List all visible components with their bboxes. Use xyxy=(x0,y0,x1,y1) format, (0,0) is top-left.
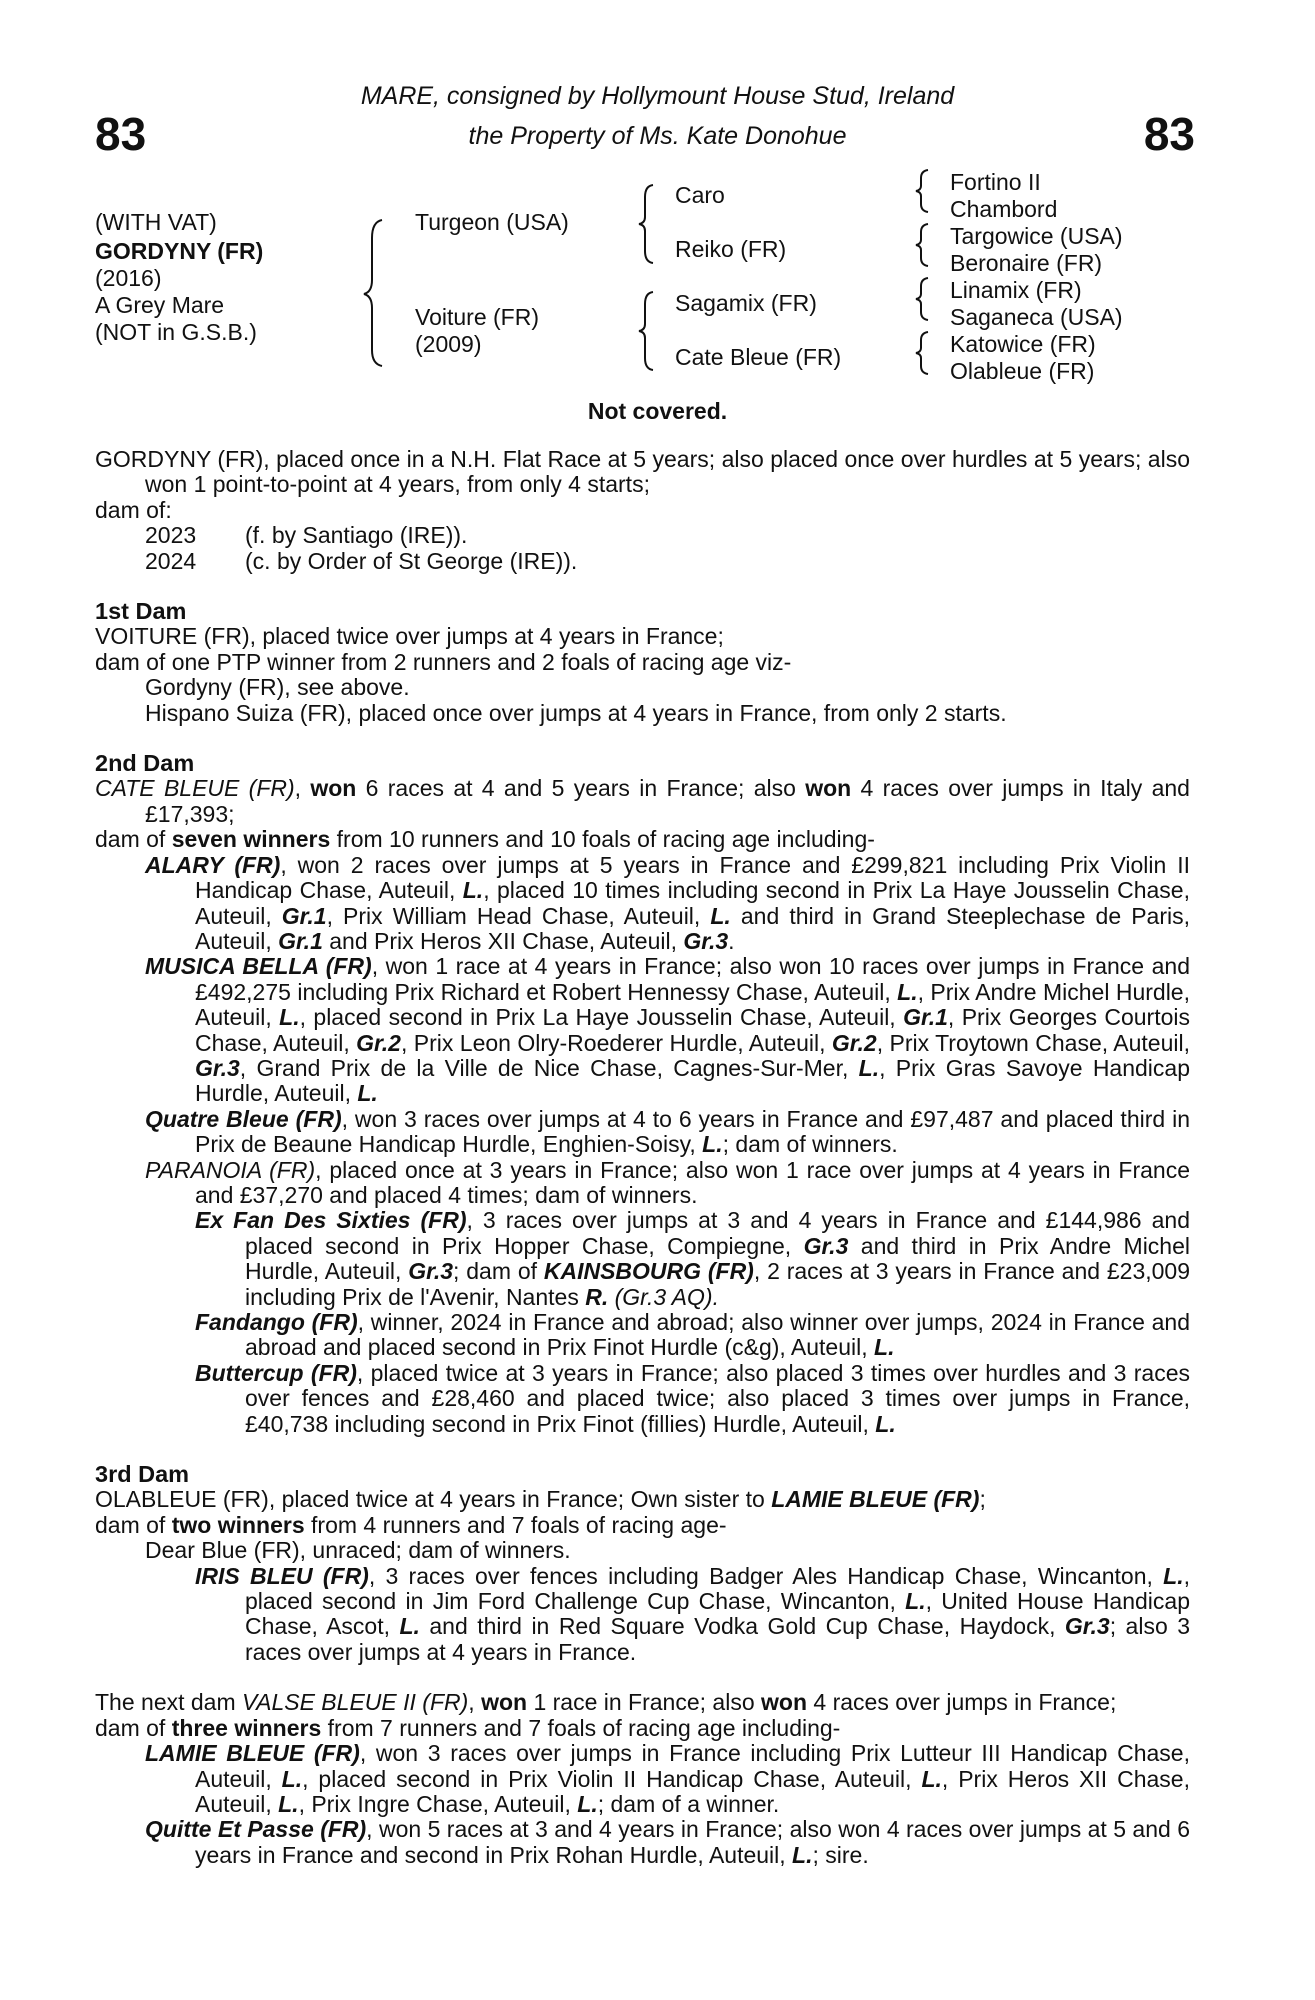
pedigree-brace-sire xyxy=(635,183,659,265)
progeny-buttercup: Buttercup (FR), placed twice at 3 years in France; also placed 3 times over hurdles and 3 races over fences and £28,460 and placed twice; also placed 3 times over jumps in France, £40,738 including second in Prix Finot (fillies) Hurdle, Auteuil, L. xyxy=(195,1359,1190,1437)
dam-name: Voiture (FR) xyxy=(415,304,539,330)
gen3-6: Saganeca (USA) xyxy=(950,304,1123,330)
next-dam-produce: dam of three winners from 7 runners and 7 foals of racing age including- xyxy=(95,1714,841,1741)
covering-status: Not covered. xyxy=(587,398,728,424)
gen3-2: Chambord xyxy=(950,196,1058,222)
consignor-line: MARE, consigned by Hollymount House Stud, Ireland xyxy=(360,82,955,110)
gen3-7: Katowice (FR) xyxy=(950,331,1096,357)
first-dam-heading: 1st Dam xyxy=(95,598,187,625)
progeny-year: 2024 xyxy=(145,547,197,574)
progeny-quitte-et-passe: Quitte Et Passe (FR), won 5 races at 3 and 4 years in France; also won 4 races over jumps at 5 and 6 years in France and second in Prix Rohan Hurdle, Auteuil, L.; sire. xyxy=(145,1816,1190,1868)
progeny-lamie-bleue: LAMIE BLEUE (FR), won 3 races over jumps in France including Prix Lutteur III Handicap Chase, Auteuil, L., placed second in Prix Violin II Handicap Chase, Auteuil, L., Prix Heros XII Chase, Auteuil, L., Prix Ingre Chase, Auteuil, L.; dam of a winner. xyxy=(145,1740,1190,1817)
progeny-quatre-bleue: Quatre Bleue (FR), won 3 races over jumps at 4 to 6 years in France and £97,487 and placed third in Prix de Beaune Handicap Hurdle, Enghien-Soisy, L.; dam of winners. xyxy=(145,1105,1190,1158)
property-line: the Property of Ms. Kate Donohue xyxy=(468,122,847,150)
first-dam-progeny: Hispano Suiza (FR), placed once over jumps at 4 years in France, from only 2 starts. xyxy=(145,699,1007,726)
lot-number-right: 83 xyxy=(1143,108,1195,160)
first-dam-line: VOITURE (FR), placed twice over jumps at 4 years in France; xyxy=(95,623,724,650)
third-dam-heading: 3rd Dam xyxy=(95,1461,190,1488)
grandsire-dam: Sagamix (FR) xyxy=(675,290,817,316)
pedigree-brace-reiko xyxy=(912,222,934,268)
third-dam-summary: OLABLEUE (FR), placed twice at 4 years in France; Own sister to LAMIE BLEUE (FR); xyxy=(95,1486,986,1513)
progeny-dear-blue: Dear Blue (FR), unraced; dam of winners. xyxy=(145,1537,571,1564)
second-dam-heading: 2nd Dam xyxy=(95,750,195,777)
pedigree-brace-cate xyxy=(912,330,934,376)
first-dam-line: dam of one PTP winner from 2 runners and 2 foals of racing age viz- xyxy=(95,648,792,675)
progeny-fandango: Fandango (FR), winner, 2024 in France and abroad; also winner over jumps, 2024 in France and abroad and placed second in Prix Finot Hurdle (c&g), Auteuil, L. xyxy=(195,1309,1191,1361)
progeny-desc: (c. by Order of St George (IRE)). xyxy=(245,547,578,574)
sire-name: Turgeon (USA) xyxy=(415,209,569,235)
pedigree-brace-main xyxy=(360,218,390,368)
vat-note: (WITH VAT) xyxy=(95,209,217,235)
third-dam-produce: dam of two winners from 4 runners and 7 foals of racing age- xyxy=(95,1511,727,1538)
intro-text: GORDYNY (FR), placed once in a N.H. Flat Race at 5 years; also placed once over hurdles at 5 years; also won 1 point-to-point at 4 years, from only 4 starts; xyxy=(95,446,1190,498)
gen3-1: Fortino II xyxy=(950,169,1041,195)
gen3-8: Olableue (FR) xyxy=(950,358,1095,384)
horse-year: (2016) xyxy=(95,265,162,291)
gsb-note: (NOT in G.S.B.) xyxy=(95,319,257,345)
progeny-desc: (f. by Santiago (IRE)). xyxy=(245,522,468,549)
progeny-iris-bleu: IRIS BLEU (FR), 3 races over fences including Badger Ales Handicap Chase, Wincanton, L., placed second in Jim Ford Challenge Cup Chase, Wincanton, L., United House Handicap Chase, Ascot, L. and third in Red Square Vodka Gold Cup Chase, Haydock, Gr.3; also 3 races over jumps at 4 years in France. xyxy=(195,1562,1190,1665)
gen3-3: Targowice (USA) xyxy=(950,223,1123,249)
progeny-musica-bella: MUSICA BELLA (FR), won 1 race at 4 years in France; also won 10 races over jumps in France and £492,275 including Prix Richard et Robert Hennessy Chase, Auteuil, L., Prix Andre Michel Hurdle, Auteuil, L., placed second in Prix La Haye Jousselin Chase, Auteuil, Gr.1, Prix Georges Courtois Chase, Auteuil, Gr.2, Prix Leon Olry-Roederer Hurdle, Auteuil, Gr.2, Prix Troytown Chase, Auteuil, Gr.3, Grand Prix de la Ville de Nice Chase, Cagnes-Sur-Mer, L., Prix Gras Savoye Handicap Hurdle, Auteuil, L. xyxy=(145,953,1191,1107)
horse-desc: A Grey Mare xyxy=(95,292,225,318)
progeny-row xyxy=(95,523,1190,548)
progeny-alary: ALARY (FR), won 2 races over jumps at 5 years in France and £299,821 including Prix Violin II Handicap Chase, Auteuil, L., placed 10 times including second in Prix La Haye Jousselin Chase, Auteuil, Gr.1, Prix William Head Chase, Auteuil, L. and third in Grand Steeplechase de Paris, Auteuil, Gr.1 and Prix Heros XII Chase, Auteuil, Gr.3. xyxy=(145,851,1190,954)
pedigree-brace-dam xyxy=(635,290,659,372)
next-dam-summary: The next dam VALSE BLEUE II (FR), won 1 race in France; also won 4 races over jumps in France; xyxy=(95,1689,1117,1716)
gen3-4: Beronaire (FR) xyxy=(950,250,1103,276)
horse-name: GORDYNY (FR) xyxy=(95,238,264,264)
dam-year: (2009) xyxy=(415,331,482,357)
pedigree-brace-caro xyxy=(912,168,934,214)
granddam-dam: Cate Bleue (FR) xyxy=(675,344,842,370)
progeny-ex-fan-des-sixties: Ex Fan Des Sixties (FR), 3 races over jumps at 3 and 4 years in France and £144,986 and placed second in Prix Hopper Chase, Compiegne, Gr.3 and third in Prix Andre Michel Hurdle, Auteuil, Gr.3; dam of KAINSBOURG (FR), 2 races at 3 years in France and £23,009 including Prix de l'Avenir, Nantes R. (Gr.3 AQ). xyxy=(195,1207,1190,1310)
second-dam-summary: CATE BLEUE (FR), won 6 races at 4 and 5 years in France; also won 4 races over jumps in Italy and £17,393; xyxy=(95,775,1190,827)
grandsire-sire: Caro xyxy=(675,182,725,208)
intro-dam-of: dam of: xyxy=(95,496,172,523)
progeny-paranoia: PARANOIA (FR), placed once at 3 years in France; also won 1 race over jumps at 4 years in France and £37,270 and placed 4 times; dam of winners. xyxy=(145,1156,1190,1208)
gen3-5: Linamix (FR) xyxy=(950,277,1082,303)
granddam-sire: Reiko (FR) xyxy=(675,236,787,262)
progeny-year: 2023 xyxy=(145,522,197,549)
progeny-row xyxy=(95,549,1190,574)
second-dam-produce: dam of seven winners from 10 runners and 10 foals of racing age including- xyxy=(95,826,875,853)
pedigree-brace-sagamix xyxy=(912,276,934,322)
lot-number-left: 83 xyxy=(95,108,147,160)
first-dam-progeny: Gordyny (FR), see above. xyxy=(145,674,410,701)
catalogue-body xyxy=(95,447,1190,1868)
